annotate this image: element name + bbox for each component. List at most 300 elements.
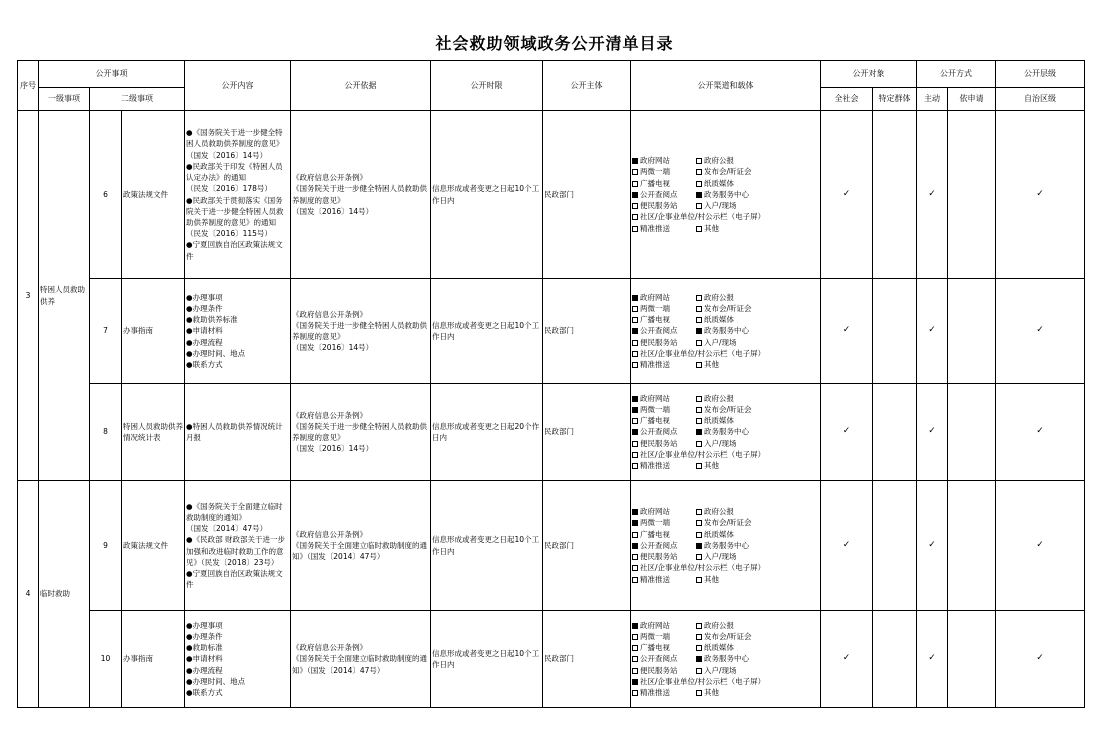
channel-label: 两微一端 bbox=[640, 631, 671, 641]
table-row bbox=[18, 111, 1085, 279]
channel-option bbox=[632, 631, 696, 642]
channel-line bbox=[632, 393, 819, 404]
channel-option bbox=[632, 359, 696, 370]
header-item-group: 公开事项 bbox=[39, 61, 185, 88]
header-channels: 公开渠道和载体 bbox=[631, 61, 821, 111]
check-mark-icon: ✓ bbox=[1036, 426, 1044, 437]
audience-all-cell bbox=[821, 279, 873, 384]
channel-label: 入户/现场 bbox=[704, 201, 737, 211]
checked-box-icon bbox=[632, 407, 638, 413]
subject-cell: 民政部门 bbox=[543, 384, 631, 481]
channel-option bbox=[632, 155, 696, 166]
checked-box-icon bbox=[632, 158, 638, 164]
channel-line bbox=[632, 426, 819, 437]
basis-cell: 《政府信息公开条例》 《国务院关于进一步健全特困人员救助供养制度的意见》 （国发〔2016〕14号） bbox=[291, 279, 431, 384]
time-limit-cell: 信息形成或者变更之日起10个工作日内 bbox=[431, 611, 543, 708]
header-content: 公开内容 bbox=[185, 61, 291, 111]
channel-option bbox=[696, 325, 749, 336]
audience-specific-cell bbox=[873, 481, 917, 611]
checked-box-icon bbox=[632, 679, 638, 685]
unchecked-box-icon bbox=[696, 645, 702, 651]
channel-option bbox=[632, 211, 765, 222]
channel-option bbox=[696, 631, 752, 642]
header-subject: 公开主体 bbox=[543, 61, 631, 111]
mode-active-cell bbox=[917, 279, 948, 384]
mode-active-cell bbox=[917, 384, 948, 481]
channel-line bbox=[632, 506, 819, 517]
mode-request-cell bbox=[948, 481, 996, 611]
header-mode-request: 依申请 bbox=[948, 88, 996, 111]
unchecked-box-icon bbox=[632, 317, 638, 323]
channel-option bbox=[696, 155, 734, 166]
item-number: 10 bbox=[90, 611, 122, 708]
channel-label: 其他 bbox=[704, 223, 720, 233]
unchecked-box-icon bbox=[696, 554, 702, 560]
level2-cell: 办事指南 bbox=[122, 279, 185, 384]
channel-line bbox=[632, 665, 819, 676]
channel-option bbox=[696, 189, 749, 200]
table-row bbox=[18, 279, 1085, 384]
channel-option bbox=[632, 653, 696, 664]
header-audience-specific: 特定群体 bbox=[873, 88, 917, 111]
channels-cell bbox=[631, 279, 821, 384]
level1-cell: 特困人员救助供养 bbox=[39, 111, 90, 481]
check-mark-icon: ✓ bbox=[928, 188, 936, 199]
unchecked-box-icon bbox=[696, 396, 702, 402]
channel-label: 社区/企事业单位/村公示栏（电子屏） bbox=[640, 563, 766, 573]
channel-option bbox=[696, 517, 752, 528]
unchecked-box-icon bbox=[696, 340, 702, 346]
level1-cell: 临时救助 bbox=[39, 481, 90, 708]
channel-option bbox=[632, 393, 696, 404]
unchecked-box-icon bbox=[632, 690, 638, 696]
time-limit-cell: 信息形成或者变更之日起20个作日内 bbox=[431, 384, 543, 481]
channel-label: 入户/现场 bbox=[704, 665, 737, 675]
level-region-cell bbox=[996, 481, 1085, 611]
channel-line bbox=[632, 551, 819, 562]
unchecked-box-icon bbox=[632, 181, 638, 187]
check-mark-icon: ✓ bbox=[842, 426, 851, 437]
table-row bbox=[18, 611, 1085, 708]
channel-label: 纸质媒体 bbox=[704, 529, 735, 539]
channel-label: 广播电视 bbox=[640, 529, 671, 539]
channel-line bbox=[632, 223, 819, 234]
unchecked-box-icon bbox=[696, 226, 702, 232]
check-mark-icon: ✓ bbox=[1036, 188, 1044, 199]
unchecked-box-icon bbox=[632, 362, 638, 368]
channel-option bbox=[696, 551, 737, 562]
channel-label: 政务服务中心 bbox=[704, 540, 750, 550]
header-level2: 二级事项 bbox=[90, 88, 185, 111]
channels-cell bbox=[631, 111, 821, 279]
channel-line bbox=[632, 676, 819, 687]
checked-box-icon bbox=[632, 623, 638, 629]
channel-label: 便民服务站 bbox=[640, 665, 678, 675]
item-number: 7 bbox=[90, 279, 122, 384]
unchecked-box-icon bbox=[632, 645, 638, 651]
unchecked-box-icon bbox=[632, 418, 638, 424]
audience-all-cell bbox=[821, 481, 873, 611]
channel-option bbox=[696, 540, 749, 551]
channel-option bbox=[632, 223, 696, 234]
channel-line bbox=[632, 653, 819, 664]
checked-box-icon bbox=[632, 520, 638, 526]
unchecked-box-icon bbox=[632, 340, 638, 346]
channel-option bbox=[632, 404, 696, 415]
channel-option bbox=[696, 292, 734, 303]
header-level1: 一级事项 bbox=[39, 88, 90, 111]
channel-option bbox=[696, 653, 749, 664]
check-mark-icon: ✓ bbox=[842, 539, 851, 550]
channel-label: 社区/企事业单位/村公示栏（电子屏） bbox=[640, 676, 766, 686]
checked-box-icon bbox=[696, 429, 702, 435]
channel-line bbox=[632, 189, 819, 200]
header-mode-active: 主动 bbox=[917, 88, 948, 111]
check-mark-icon: ✓ bbox=[1036, 539, 1044, 550]
channel-line bbox=[632, 211, 819, 222]
channel-label: 其他 bbox=[704, 574, 720, 584]
unchecked-box-icon bbox=[632, 214, 638, 220]
channel-option bbox=[696, 665, 737, 676]
channel-option bbox=[696, 415, 734, 426]
channel-label: 入户/现场 bbox=[704, 438, 737, 448]
channel-line bbox=[632, 642, 819, 653]
audience-all-cell bbox=[821, 384, 873, 481]
unchecked-box-icon bbox=[632, 554, 638, 560]
channel-label: 广播电视 bbox=[640, 416, 671, 426]
channels-cell bbox=[631, 481, 821, 611]
channel-option bbox=[632, 200, 696, 211]
mode-request-cell bbox=[948, 111, 996, 279]
channel-label: 政府网站 bbox=[640, 292, 671, 302]
channel-label: 精准推送 bbox=[640, 574, 671, 584]
unchecked-box-icon bbox=[632, 577, 638, 583]
audience-all-cell bbox=[821, 111, 873, 279]
audience-specific-cell bbox=[873, 111, 917, 279]
channel-option bbox=[632, 574, 696, 585]
channel-option bbox=[632, 426, 696, 437]
unchecked-box-icon bbox=[696, 520, 702, 526]
channel-label: 纸质媒体 bbox=[704, 315, 735, 325]
channel-option bbox=[696, 303, 752, 314]
channel-option bbox=[632, 292, 696, 303]
channel-option bbox=[632, 438, 696, 449]
subject-cell: 民政部门 bbox=[543, 111, 631, 279]
channel-option bbox=[632, 460, 696, 471]
unchecked-box-icon bbox=[696, 407, 702, 413]
channel-label: 其他 bbox=[704, 360, 720, 369]
channel-label: 两微一端 bbox=[640, 167, 671, 177]
channel-label: 公开查阅点 bbox=[640, 326, 678, 336]
unchecked-box-icon bbox=[696, 463, 702, 469]
channel-label: 发布会/听证会 bbox=[704, 404, 752, 414]
header-mode: 公开方式 bbox=[917, 61, 996, 88]
channel-label: 两微一端 bbox=[640, 404, 671, 414]
unchecked-box-icon bbox=[696, 690, 702, 696]
channel-label: 政务服务中心 bbox=[704, 654, 750, 664]
content-cell: ●《国务院关于进一步健全特困人员救助供养制度的意见》 （国发〔2016〕14号） ●民政部关于印发《特困人员认定办法》的通知 （民发〔2016〕178号） ●民政部关于贯彻落实《国务院关于进一步健全特困人员救助供养制度的意见》的通知 （民发〔2016〕115号） ●宁夏回族自治区政策法规文件 bbox=[185, 111, 291, 279]
item-number: 9 bbox=[90, 481, 122, 611]
mode-request-cell bbox=[948, 279, 996, 384]
unchecked-box-icon bbox=[696, 668, 702, 674]
level-region-cell bbox=[996, 384, 1085, 481]
check-mark-icon: ✓ bbox=[842, 188, 851, 199]
channel-line bbox=[632, 415, 819, 426]
header-level-region: 自治区级 bbox=[996, 88, 1085, 111]
channel-line bbox=[632, 200, 819, 211]
channel-label: 精准推送 bbox=[640, 360, 671, 369]
channel-line bbox=[632, 687, 819, 698]
header-audience: 公开对象 bbox=[821, 61, 917, 88]
checked-box-icon bbox=[632, 396, 638, 402]
channel-label: 社区/企事业单位/村公示栏（电子屏） bbox=[640, 449, 766, 459]
level2-cell: 办事指南 bbox=[122, 611, 185, 708]
channel-line bbox=[632, 562, 819, 573]
channel-option bbox=[632, 314, 696, 325]
channel-label: 社区/企事业单位/村公示栏（电子屏） bbox=[640, 348, 766, 358]
channel-label: 精准推送 bbox=[640, 461, 671, 470]
channel-option bbox=[632, 620, 696, 631]
unchecked-box-icon bbox=[632, 668, 638, 674]
channel-line bbox=[632, 337, 819, 348]
unchecked-box-icon bbox=[696, 509, 702, 515]
check-mark-icon: ✓ bbox=[1036, 325, 1044, 336]
unchecked-box-icon bbox=[632, 532, 638, 538]
checked-box-icon bbox=[632, 429, 638, 435]
basis-cell: 《政府信息公开条例》 《国务院关于进一步健全特困人员救助供养制度的意见》 （国发〔2016〕14号） bbox=[291, 384, 431, 481]
level-region-cell bbox=[996, 111, 1085, 279]
audience-specific-cell bbox=[873, 384, 917, 481]
unchecked-box-icon bbox=[696, 634, 702, 640]
channel-label: 政府网站 bbox=[640, 507, 671, 517]
page-title: 社会救助领域政务公开清单目录 bbox=[435, 34, 674, 53]
channel-option bbox=[696, 642, 734, 653]
unchecked-box-icon bbox=[632, 351, 638, 357]
mode-active-cell bbox=[917, 481, 948, 611]
table-row bbox=[18, 481, 1085, 611]
check-mark-icon: ✓ bbox=[928, 426, 936, 437]
basis-cell: 《政府信息公开条例》 《国务院关于全面建立临时救助制度的通知》（国发〔2014〕47号） bbox=[291, 481, 431, 611]
channel-line bbox=[632, 359, 819, 370]
check-mark-icon: ✓ bbox=[842, 653, 851, 664]
channel-label: 政府公报 bbox=[704, 507, 735, 517]
unchecked-box-icon bbox=[696, 623, 702, 629]
level2-cell: 政策法规文件 bbox=[122, 111, 185, 279]
channel-label: 发布会/听证会 bbox=[704, 631, 752, 641]
channel-option bbox=[696, 506, 734, 517]
item-number: 8 bbox=[90, 384, 122, 481]
unchecked-box-icon bbox=[696, 158, 702, 164]
header-basis: 公开依据 bbox=[291, 61, 431, 111]
channel-option bbox=[696, 426, 749, 437]
channel-label: 政府网站 bbox=[640, 156, 671, 166]
channels-cell bbox=[631, 384, 821, 481]
channel-line bbox=[632, 314, 819, 325]
channel-option bbox=[696, 404, 752, 415]
unchecked-box-icon bbox=[632, 441, 638, 447]
channel-line bbox=[632, 166, 819, 177]
channel-label: 公开查阅点 bbox=[640, 540, 678, 550]
channel-line bbox=[632, 325, 819, 336]
audience-all-cell bbox=[821, 611, 873, 708]
channel-label: 政府网站 bbox=[640, 620, 671, 630]
channel-option bbox=[632, 540, 696, 551]
unchecked-box-icon bbox=[696, 441, 702, 447]
channel-option bbox=[696, 393, 734, 404]
checked-box-icon bbox=[632, 295, 638, 301]
channel-label: 发布会/听证会 bbox=[704, 167, 752, 177]
unchecked-box-icon bbox=[632, 565, 638, 571]
mode-active-cell bbox=[917, 111, 948, 279]
channel-option bbox=[696, 223, 719, 234]
header-level: 公开层级 bbox=[996, 61, 1085, 88]
check-mark-icon: ✓ bbox=[842, 325, 851, 336]
unchecked-box-icon bbox=[696, 203, 702, 209]
channel-label: 政府公报 bbox=[704, 292, 735, 302]
time-limit-cell: 信息形成或者变更之日起10个工作日内 bbox=[431, 111, 543, 279]
channel-label: 纸质媒体 bbox=[704, 643, 735, 653]
unchecked-box-icon bbox=[696, 418, 702, 424]
channel-option bbox=[696, 620, 734, 631]
unchecked-box-icon bbox=[632, 452, 638, 458]
channel-option bbox=[696, 687, 719, 698]
table-row bbox=[18, 384, 1085, 481]
channel-label: 其他 bbox=[704, 688, 720, 697]
disclosure-table bbox=[17, 60, 1085, 708]
channel-option bbox=[632, 348, 765, 359]
channel-option bbox=[696, 166, 752, 177]
unchecked-box-icon bbox=[632, 226, 638, 232]
channel-line bbox=[632, 574, 819, 585]
unchecked-box-icon bbox=[632, 169, 638, 175]
channel-option bbox=[632, 506, 696, 517]
level2-cell: 政策法规文件 bbox=[122, 481, 185, 611]
channel-option bbox=[632, 415, 696, 426]
channel-option bbox=[632, 178, 696, 189]
unchecked-box-icon bbox=[632, 306, 638, 312]
unchecked-box-icon bbox=[696, 577, 702, 583]
subject-cell: 民政部门 bbox=[543, 279, 631, 384]
channel-line bbox=[632, 540, 819, 551]
channel-label: 两微一端 bbox=[640, 303, 671, 313]
mode-request-cell bbox=[948, 384, 996, 481]
channel-option bbox=[632, 166, 696, 177]
channel-option bbox=[696, 438, 737, 449]
audience-specific-cell bbox=[873, 611, 917, 708]
channel-option bbox=[696, 359, 719, 370]
checked-box-icon bbox=[696, 192, 702, 198]
channel-option bbox=[632, 676, 765, 687]
channel-label: 政务服务中心 bbox=[704, 189, 750, 199]
channel-label: 政府公报 bbox=[704, 393, 735, 403]
check-mark-icon: ✓ bbox=[928, 653, 936, 664]
header-time-limit: 公开时限 bbox=[431, 61, 543, 111]
channel-label: 纸质媒体 bbox=[704, 416, 735, 426]
channel-label: 入户/现场 bbox=[704, 552, 737, 562]
channel-label: 政府网站 bbox=[640, 393, 671, 403]
basis-cell: 《政府信息公开条例》 《国务院关于全面建立临时救助制度的通知》（国发〔2014〕47号） bbox=[291, 611, 431, 708]
channel-option bbox=[632, 529, 696, 540]
channel-label: 政府公报 bbox=[704, 620, 735, 630]
unchecked-box-icon bbox=[696, 306, 702, 312]
channel-option bbox=[696, 178, 734, 189]
channel-option bbox=[696, 337, 737, 348]
channel-label: 便民服务站 bbox=[640, 201, 678, 211]
checked-box-icon bbox=[696, 328, 702, 334]
unchecked-box-icon bbox=[696, 295, 702, 301]
channel-label: 政府公报 bbox=[704, 156, 735, 166]
channel-option bbox=[632, 303, 696, 314]
channel-label: 政务服务中心 bbox=[704, 427, 750, 437]
level-region-cell bbox=[996, 611, 1085, 708]
seq-cell: 3 bbox=[18, 111, 39, 481]
seq-cell: 4 bbox=[18, 481, 39, 708]
channel-line bbox=[632, 155, 819, 166]
checked-box-icon bbox=[696, 543, 702, 549]
mode-request-cell bbox=[948, 611, 996, 708]
channel-label: 广播电视 bbox=[640, 315, 671, 325]
channel-line bbox=[632, 178, 819, 189]
channel-option bbox=[632, 562, 765, 573]
content-cell: ●《国务院关于全面建立临时救助制度的通知》 （国发〔2014〕47号） ●《民政部 财政部关于进一步加强和改进临时救助工作的意见》（民发〔2018〕23号） ●宁夏回族自治区政策法规文件 bbox=[185, 481, 291, 611]
channel-label: 发布会/听证会 bbox=[704, 518, 752, 528]
channel-label: 纸质媒体 bbox=[704, 178, 735, 188]
checked-box-icon bbox=[632, 509, 638, 515]
channel-line bbox=[632, 404, 819, 415]
time-limit-cell: 信息形成或者变更之日起10个工作日内 bbox=[431, 481, 543, 611]
channel-label: 公开查阅点 bbox=[640, 654, 678, 664]
header-seq: 序号 bbox=[18, 61, 39, 111]
channel-line bbox=[632, 460, 819, 471]
level-region-cell bbox=[996, 279, 1085, 384]
channel-label: 广播电视 bbox=[640, 643, 671, 653]
subject-cell: 民政部门 bbox=[543, 481, 631, 611]
content-cell: ●特困人员救助供养情况统计月报 bbox=[185, 384, 291, 481]
unchecked-box-icon bbox=[696, 181, 702, 187]
mode-active-cell bbox=[917, 611, 948, 708]
content-cell: ●办理事项 ●办理条件 ●救助标准 ●申请材料 ●办理流程 ●办理时间、地点 ●联系方式 bbox=[185, 611, 291, 708]
content-cell: ●办理事项 ●办理条件 ●救助供养标准 ●申请材料 ●办理流程 ●办理时间、地点 ●联系方式 bbox=[185, 279, 291, 384]
channel-option bbox=[632, 665, 696, 676]
channel-label: 广播电视 bbox=[640, 178, 671, 188]
channel-option bbox=[632, 642, 696, 653]
channel-line bbox=[632, 517, 819, 528]
channel-option bbox=[632, 551, 696, 562]
channel-label: 两微一端 bbox=[640, 518, 671, 528]
channel-label: 社区/企事业单位/村公示栏（电子屏） bbox=[640, 212, 766, 222]
channel-label: 公开查阅点 bbox=[640, 189, 678, 199]
check-mark-icon: ✓ bbox=[928, 539, 936, 550]
level2-cell: 特困人员救助供养情况统计表 bbox=[122, 384, 185, 481]
checked-box-icon bbox=[632, 328, 638, 334]
header-audience-all: 全社会 bbox=[821, 88, 873, 111]
channel-option bbox=[632, 517, 696, 528]
channel-line bbox=[632, 449, 819, 460]
unchecked-box-icon bbox=[696, 362, 702, 368]
channel-line bbox=[632, 292, 819, 303]
channel-option bbox=[696, 200, 737, 211]
checked-box-icon bbox=[632, 192, 638, 198]
channel-label: 发布会/听证会 bbox=[704, 303, 752, 313]
check-mark-icon: ✓ bbox=[928, 325, 936, 336]
basis-cell: 《政府信息公开条例》 《国务院关于进一步健全特困人员救助供养制度的意见》 （国发〔2016〕14号） bbox=[291, 111, 431, 279]
channel-label: 精准推送 bbox=[640, 688, 671, 697]
unchecked-box-icon bbox=[696, 532, 702, 538]
channel-label: 入户/现场 bbox=[704, 337, 737, 347]
audience-specific-cell bbox=[873, 279, 917, 384]
channel-line bbox=[632, 348, 819, 359]
channel-option bbox=[696, 529, 734, 540]
